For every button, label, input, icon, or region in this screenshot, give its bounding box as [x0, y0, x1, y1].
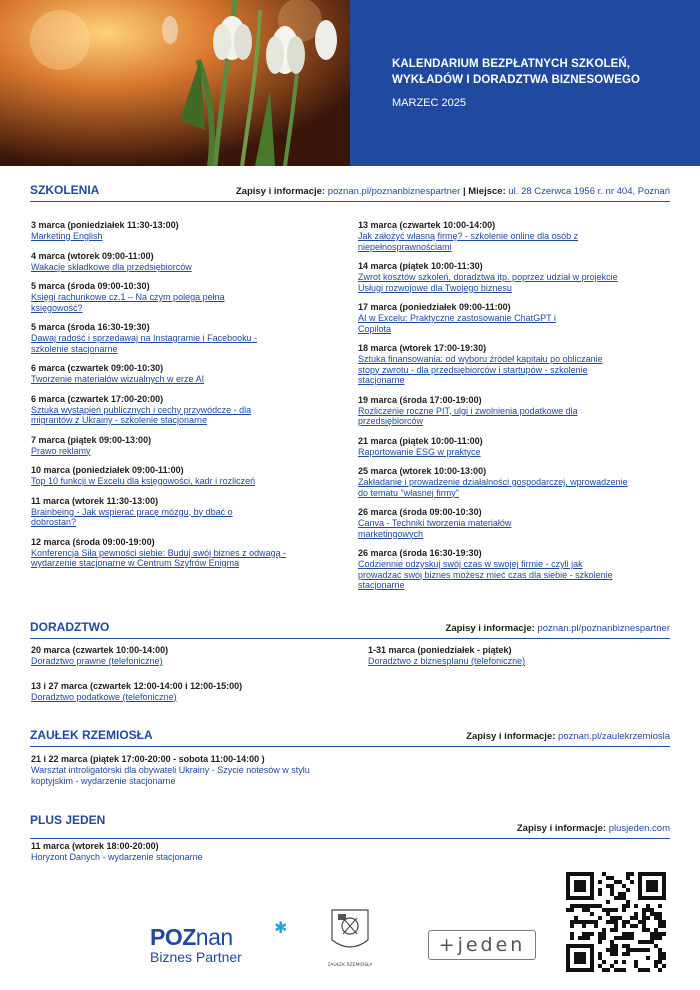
event-date: 13 i 27 marca (czwartek 12:00-14:00 i 12:00-15:00) [31, 680, 243, 691]
event-link[interactable]: Księgi rachunkowe cz.1 – Na czym polega pełna księgowość? [31, 292, 225, 313]
event-date: 6 marca (czwartek 17:00-20:00) [31, 393, 164, 404]
list-item [31, 645, 331, 667]
plus-jeden-logo: +jeden [428, 930, 536, 960]
event-date: 19 marca (środa 17:00-19:00) [358, 394, 482, 405]
zaulek-info-link[interactable]: poznan.pl/zaulekrzemiosla [558, 731, 670, 742]
list-item [31, 841, 331, 863]
event-link[interactable]: Canva - Techniki tworzenia materiałów marketingowych [358, 518, 512, 539]
zaulek-column [31, 754, 361, 795]
star-icon: ✱ [274, 920, 288, 937]
event-link[interactable]: Tworzenie materiałów wizualnych w erze AI [31, 374, 205, 384]
event-link[interactable]: Doradztwo z biznesplanu (telefoniczne) [368, 656, 526, 666]
plusjeden-column [31, 841, 331, 872]
plusjeden-info [517, 813, 670, 834]
zaulek-info-label: Zapisy i informacje: [466, 731, 556, 742]
event-date: 3 marca (poniedziałek 11:30-13:00) [31, 220, 179, 230]
title-line-1: KALENDARIUM BEZPŁATNYCH SZKOLEŃ, [392, 58, 631, 70]
event-link[interactable]: Top 10 funkcji w Excelu dla księgowości, kadr i rozliczeń [31, 476, 256, 486]
szkolenia-right-column [358, 220, 658, 600]
event-date: 14 marca (piątek 10:00-11:30) [358, 261, 483, 271]
event-date: 10 marca (poniedziałek 09:00-11:00) [31, 465, 184, 475]
list-item [358, 507, 658, 539]
event-link[interactable]: Wakacje składkowe dla przedsiębiorców [31, 261, 192, 272]
event-date: 21 marca (piątek 10:00-11:00) [358, 435, 483, 446]
doradztwo-info [446, 623, 670, 634]
list-item [31, 754, 361, 786]
list-item [31, 537, 331, 569]
event-link[interactable]: Raportowanie ESG w praktyce [358, 446, 481, 457]
logo-subtitle: Biznes Partner [150, 949, 242, 965]
szkolenia-info [236, 186, 670, 197]
szkolenia-place-label: | Miejsce: [462, 186, 506, 197]
event-link[interactable]: Sztuka wystąpień publicznych i cechy przywódcze - dla migrantów z Ukrainy - szkolenie stacjonarne [31, 404, 252, 425]
list-item [31, 363, 331, 385]
szkolenia-info-label: Zapisy i informacje: [235, 186, 326, 197]
list-item [358, 436, 658, 458]
list-item [358, 548, 658, 591]
snowdrop-photo [0, 0, 350, 166]
list-item [358, 466, 658, 498]
plusjeden-info-label: Zapisy i informacje: [516, 823, 607, 834]
event-description: Warsztat introligatorski dla obywateli Ukrainy - Szycie notesów w stylu koptyjskim - wydarzenie stacjonarne [31, 765, 310, 786]
section-zaulek-header [30, 728, 670, 747]
event-date: 12 marca (środa 09:00-19:00) [31, 536, 155, 547]
list-item [368, 645, 668, 667]
title-line-2: WYKŁADÓW I DORADZTWA BIZNESOWEGO [392, 74, 641, 86]
list-item [31, 496, 331, 528]
event-date: 13 marca (czwartek 10:00-14:00) [358, 220, 496, 230]
event-link[interactable]: Jak założyć własną firmę? - szkolenie online dla osób z niepełnosprawnościami [358, 231, 579, 252]
event-date: 11 marca (wtorek 18:00-20:00) [31, 841, 159, 851]
list-item [31, 435, 331, 457]
zaulek-info [466, 731, 670, 742]
event-date: 1-31 marca (poniedziałek - piątek) [368, 645, 512, 655]
event-date: 7 marca (piątek 09:00-13:00) [31, 434, 152, 445]
list-item [31, 394, 331, 426]
event-date: 25 marca (wtorek 10:00-13:00) [358, 466, 487, 476]
section-title-zaulek: ZAUŁEK RZEMIOSŁA [30, 728, 153, 742]
event-date: 6 marca (czwartek 09:00-10:30) [31, 363, 164, 373]
header-banner [0, 0, 700, 166]
event-link[interactable]: AI w Excelu: Praktyczne zastosowanie ChatGPT i Copilota [358, 313, 556, 334]
event-date: 26 marca (środa 16:30-19:30) [358, 548, 482, 558]
event-link[interactable]: Rozliczenie roczne PIT, ulgi i zwolnienia podatkowe dla przedsiębiorców [358, 405, 578, 426]
szkolenia-place-value: ul. 28 Czerwca 1956 r. nr 404, Poznań [508, 186, 670, 197]
event-link[interactable]: Marketing English [31, 231, 103, 241]
doradztwo-info-link[interactable]: poznan.pl/poznanbiznespartner [537, 623, 670, 634]
qr-code[interactable] [566, 872, 666, 972]
event-link[interactable]: Dawaj radość i sprzedawaj na Instagramie i Facebooku - szkolenie stacjonarne [31, 333, 258, 354]
list-item [31, 251, 331, 273]
event-link[interactable]: Doradztwo prawne (telefoniczne) [31, 656, 163, 666]
event-date: 5 marca (środa 09:00-10:30) [31, 281, 150, 291]
list-item [31, 281, 331, 313]
event-date: 4 marca (wtorek 09:00-11:00) [31, 250, 154, 261]
event-link[interactable]: Prawo reklamy [31, 445, 91, 456]
event-date: 26 marca (środa 09:00-10:30) [358, 507, 482, 517]
event-link[interactable]: Zwrot kosztów szkoleń, doradztwa itp. poprzez udział w projekcie Usługi rozwojowe dla Twojego biznesu [358, 272, 618, 293]
szkolenia-left-column [31, 220, 331, 578]
list-item [31, 465, 331, 487]
event-date: 11 marca (wtorek 11:30-13:00) [31, 495, 159, 506]
zaulek-rzemiosla-logo [328, 906, 372, 970]
doradztwo-left-column [31, 645, 331, 711]
list-item [358, 343, 658, 386]
szkolenia-info-link[interactable]: poznan.pl/poznanbiznespartner [327, 186, 461, 197]
page-subtitle: MARZEC 2025 [392, 97, 466, 109]
event-date: 21 i 22 marca (piątek 17:00-20:00 - sobota 11:00-14:00 ) [31, 754, 265, 764]
doradztwo-info-label: Zapisy i informacje: [445, 623, 535, 634]
list-item [31, 322, 331, 354]
list-item [358, 261, 658, 293]
doradztwo-right-column [368, 645, 668, 676]
event-link[interactable]: Sztuka finansowania: od wyboru źródeł kapitału po obliczanie stopy zwrotu - dla przedsiębiorców i startupów - szkolenie stacjonarne [358, 354, 603, 385]
event-link[interactable]: Doradztwo podatkowe (telefoniczne) [31, 691, 177, 702]
event-link[interactable]: Zakładanie i prowadzenie działalności gospodarczej, wprowadzenie do tematu "własnej firmy" [358, 477, 628, 498]
list-item [358, 395, 658, 427]
section-title-plusjeden: PLUS JEDEN [30, 813, 106, 827]
event-link[interactable]: Konferencja Siła pewności siebie: Buduj swój biznes z odwagą - wydarzenie stacjonarne w Centrum Szyfrów Enigma [31, 547, 287, 568]
event-description: Horyzont Danych - wydarzenie stacjonarne [31, 852, 203, 862]
event-date: 17 marca (poniedziałek 09:00-11:00) [358, 302, 511, 312]
logo-text-nan: nan [195, 924, 233, 950]
page-title [392, 56, 640, 88]
event-date: 20 marca (czwartek 10:00-14:00) [31, 645, 169, 655]
event-date: 5 marca (środa 16:30-19:30) [31, 322, 150, 332]
section-title-doradztwo: DORADZTWO [30, 620, 110, 634]
list-item [358, 302, 658, 334]
event-link[interactable]: Codziennie odzyskuj swój czas w swojej firmie - czyli jak prowadzać swój biznes możesz mieć czas dla siebie - szkolenie stacjonarne [358, 559, 613, 590]
event-link[interactable]: Brainbeing - Jak wspierać pracę mózgu, by dbać o dobrostan? [31, 506, 233, 527]
list-item [31, 681, 331, 703]
poznan-biznes-partner-logo [150, 920, 288, 965]
section-title-szkolenia: SZKOLENIA [30, 183, 100, 197]
section-doradztwo-header [30, 620, 670, 639]
zaulek-logo-text: ZAUŁEK RZEMIOSŁA [328, 963, 372, 968]
section-szkolenia-header [30, 183, 670, 202]
plusjeden-info-link[interactable]: plusjeden.com [608, 823, 670, 834]
logo-text-poz: POZ [150, 924, 196, 950]
list-item [31, 220, 331, 242]
section-plusjeden-header [30, 813, 670, 839]
event-date: 18 marca (wtorek 17:00-19:30) [358, 343, 487, 353]
list-item [358, 220, 658, 252]
